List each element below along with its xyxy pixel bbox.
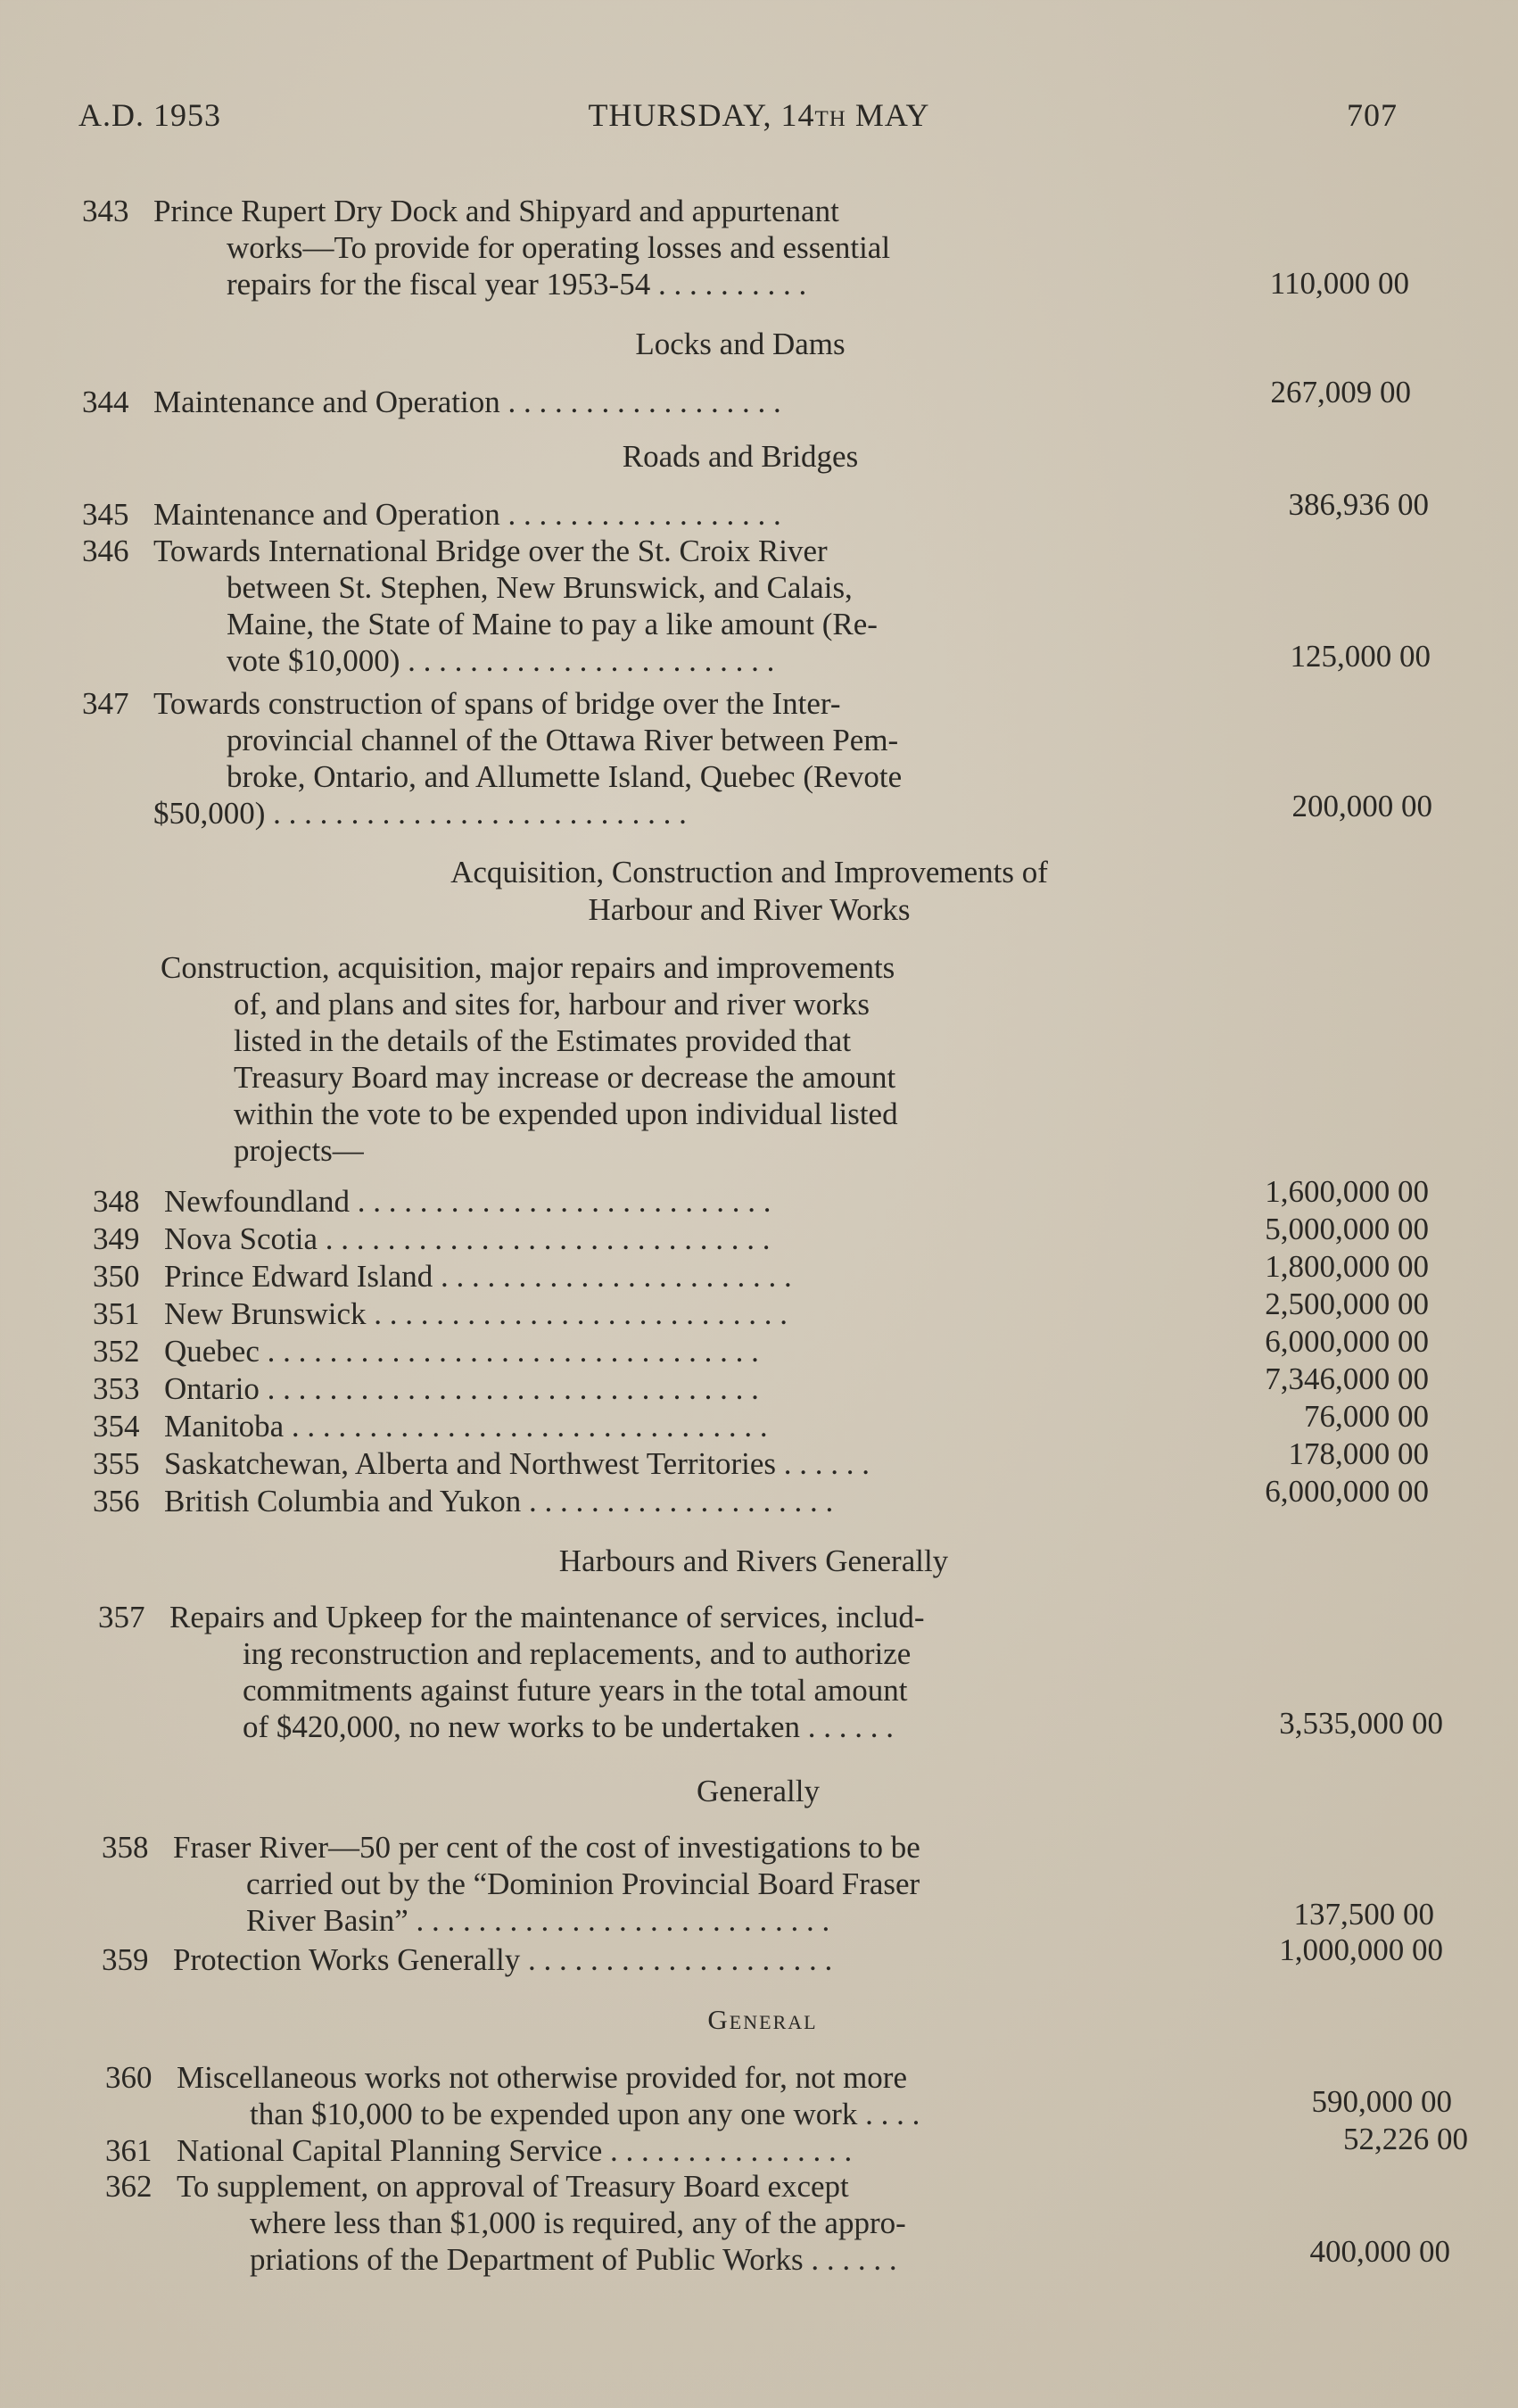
vote-text-line: Protection Works Generally . . . . . . . . . . . . . . . . . . . . <box>173 1942 833 1977</box>
paragraph-line: Construction, acquisition, major repairs and improvements <box>161 950 895 985</box>
vote-number: 361 <box>105 2133 153 2168</box>
vote-number: 362 <box>105 2169 153 2204</box>
vote-text-line: where less than $1,000 is required, any of the appro- <box>250 2205 906 2240</box>
vote-text-line: Ontario . . . . . . . . . . . . . . . . . . . . . . . . . . . . . . . . <box>164 1371 759 1406</box>
vote-text-line: repairs for the fiscal year 1953-54 . . . . . . . . . . <box>227 267 807 302</box>
vote-number: 351 <box>93 1296 140 1331</box>
vote-text-line: Towards construction of spans of bridge over the Inter- <box>153 686 841 721</box>
vote-number: 355 <box>93 1446 140 1481</box>
vote-amount: 7,346,000 00 <box>1265 1361 1429 1396</box>
page-number: 707 <box>1347 97 1398 133</box>
vote-text-line: Prince Rupert Dry Dock and Shipyard and appurtenant <box>153 194 839 228</box>
vote-text-line: River Basin” . . . . . . . . . . . . . . . . . . . . . . . . . . . <box>246 1903 830 1938</box>
vote-text-line: $50,000) . . . . . . . . . . . . . . . . . . . . . . . . . . . <box>153 796 687 831</box>
vote-text-line: Miscellaneous works not otherwise provided for, not more <box>177 2060 907 2095</box>
section-heading: Harbours and Rivers Generally <box>558 1543 949 1578</box>
vote-amount: 3,535,000 00 <box>1279 1706 1443 1741</box>
intro-paragraph <box>161 949 1168 1169</box>
vote-text-line: British Columbia and Yukon . . . . . . . . . . . . . . . . . . . . <box>164 1484 834 1518</box>
vote-amount: 125,000 00 <box>1290 639 1431 674</box>
vote-number: 352 <box>93 1334 140 1369</box>
vote-text-line: Newfoundland . . . . . . . . . . . . . . . . . . . . . . . . . . . <box>164 1184 771 1219</box>
vote-text-line: than $10,000 to be expended upon any one work . . . . <box>250 2097 920 2131</box>
vote-amount: 110,000 00 <box>1269 266 1409 301</box>
vote-text-line: Maintenance and Operation . . . . . . . . . . . . . . . . . . <box>153 497 781 532</box>
vote-number: 348 <box>93 1184 140 1219</box>
paragraph-line: projects— <box>234 1133 364 1168</box>
vote-text-line: works—To provide for operating losses and essential <box>227 230 891 265</box>
vote-text-line: Manitoba . . . . . . . . . . . . . . . . . . . . . . . . . . . . . . . <box>164 1409 768 1444</box>
vote-text-line: between St. Stephen, New Brunswick, and Calais, <box>227 570 853 605</box>
vote-number: 346 <box>82 534 129 568</box>
vote-text-line: Repairs and Upkeep for the maintenance of services, includ- <box>169 1600 925 1634</box>
vote-amount: 5,000,000 00 <box>1265 1212 1429 1246</box>
vote-number: 357 <box>98 1600 145 1634</box>
vote-number: 347 <box>82 686 129 721</box>
section-heading: Roads and Bridges <box>622 439 859 474</box>
vote-number: 354 <box>93 1409 140 1444</box>
section-heading: Locks and Dams <box>635 327 846 361</box>
section-heading: Generally <box>697 1774 820 1808</box>
paragraph-line: listed in the details of the Estimates provided that <box>234 1023 852 1058</box>
paragraph-line: of, and plans and sites for, harbour and river works <box>234 987 870 1022</box>
vote-amount: 6,000,000 00 <box>1265 1324 1429 1359</box>
vote-number: 343 <box>82 194 129 228</box>
vote-text-line: New Brunswick . . . . . . . . . . . . . . . . . . . . . . . . . . . <box>164 1296 788 1331</box>
vote-number: 349 <box>93 1221 140 1256</box>
vote-amount: 200,000 00 <box>1291 789 1432 823</box>
vote-amount: 1,000,000 00 <box>1279 1932 1443 1967</box>
vote-amount: 1,600,000 00 <box>1265 1174 1429 1209</box>
vote-text-line: commitments against future years in the total amount <box>243 1673 908 1708</box>
vote-number: 353 <box>93 1371 140 1406</box>
vote-text-line: Fraser River—50 per cent of the cost of investigations to be <box>173 1830 920 1865</box>
vote-number: 345 <box>82 497 129 532</box>
vote-amount: 52,226 00 <box>1343 2122 1468 2156</box>
vote-text-line: carried out by the “Dominion Provincial Board Fraser <box>246 1866 920 1901</box>
section-heading: General <box>707 2004 818 2035</box>
header-date: THURSDAY, 14th MAY <box>588 97 930 133</box>
vote-amount: 590,000 00 <box>1311 2084 1452 2119</box>
vote-text-line: Quebec . . . . . . . . . . . . . . . . . . . . . . . . . . . . . . . . <box>164 1334 759 1369</box>
vote-text-line: Maintenance and Operation . . . . . . . . . . . . . . . . . . <box>153 385 781 419</box>
vote-text-line: National Capital Planning Service . . . . . . . . . . . . . . . . <box>177 2133 853 2168</box>
vote-text-line: vote $10,000) . . . . . . . . . . . . . . . . . . . . . . . . <box>227 643 775 678</box>
paragraph-line: Treasury Board may increase or decrease the amount <box>234 1060 896 1095</box>
vote-amount: 400,000 00 <box>1309 2234 1450 2269</box>
vote-number: 344 <box>82 385 129 419</box>
vote-number: 358 <box>102 1830 149 1865</box>
vote-amount: 267,009 00 <box>1270 375 1411 410</box>
vote-number: 359 <box>102 1942 149 1977</box>
vote-number: 350 <box>93 1259 140 1294</box>
section-heading: Acquisition, Construction and Improvements of <box>450 855 1048 890</box>
vote-amount: 1,800,000 00 <box>1265 1249 1429 1284</box>
vote-text-line: Towards International Bridge over the St. Croix River <box>153 534 828 568</box>
vote-text-line: To supplement, on approval of Treasury Board except <box>177 2169 849 2204</box>
vote-text-line: broke, Ontario, and Allumette Island, Quebec (Revote <box>227 759 903 794</box>
vote-text-line: priations of the Department of Public Works . . . . . . <box>250 2242 897 2277</box>
vote-number: 360 <box>105 2060 153 2095</box>
vote-text-line: Maine, the State of Maine to pay a like amount (Re- <box>227 607 878 641</box>
header-year: A.D. 1953 <box>78 97 221 133</box>
vote-text-line: Prince Edward Island . . . . . . . . . . . . . . . . . . . . . . . <box>164 1259 792 1294</box>
paragraph-line: within the vote to be expended upon individual listed <box>234 1096 898 1131</box>
vote-amount: 137,500 00 <box>1293 1897 1434 1932</box>
vote-amount: 386,936 00 <box>1288 487 1429 522</box>
vote-amount: 2,500,000 00 <box>1265 1287 1429 1321</box>
vote-text-line: Nova Scotia . . . . . . . . . . . . . . . . . . . . . . . . . . . . . <box>164 1221 771 1256</box>
vote-text-line: of $420,000, no new works to be undertaken . . . . . . <box>243 1709 895 1744</box>
vote-text-line: ing reconstruction and replacements, and to authorize <box>243 1636 912 1671</box>
vote-text-line: Saskatchewan, Alberta and Northwest Territories . . . . . . <box>164 1446 870 1481</box>
vote-number: 356 <box>93 1484 140 1518</box>
vote-text-line: provincial channel of the Ottawa River between Pem- <box>227 723 899 757</box>
section-heading: Harbour and River Works <box>588 892 911 927</box>
vote-amount: 6,000,000 00 <box>1265 1474 1429 1509</box>
vote-amount: 178,000 00 <box>1288 1436 1429 1471</box>
vote-amount: 76,000 00 <box>1304 1399 1429 1434</box>
